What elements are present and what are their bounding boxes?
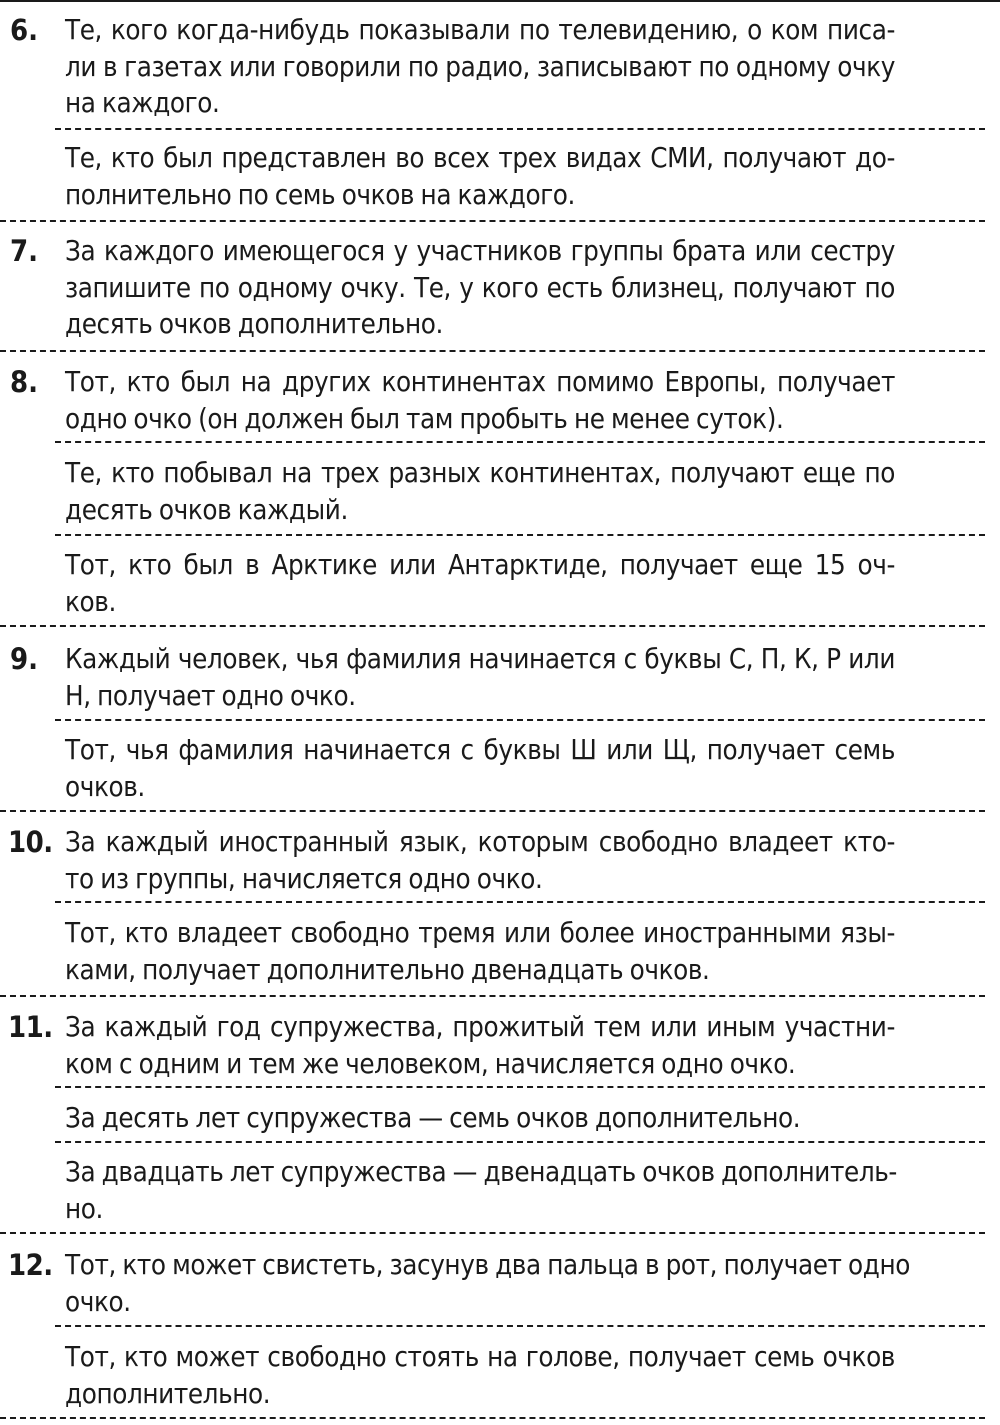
text-line: Тот, кто был в Арктике или Антарктиде, получает еще 15 оч- [65,549,895,581]
paragraph [65,12,895,122]
text-line: десять очков дополнительно. [65,308,443,340]
dashed-divider [55,128,985,130]
text-line: Тот, кто может свистеть, засунув два пальца в рот, получает одно [65,1249,910,1281]
text-line: запишите по одному очку. Те, у кого есть близнец, получают по [65,271,895,304]
dashed-divider [55,719,985,721]
text-line: Н, получает одно очко. [65,679,356,712]
text-line: полнительно по семь очков на каждого. [65,178,575,211]
paragraph [65,140,895,213]
dashed-divider [55,901,985,903]
paragraph [65,364,895,437]
item-number: 10. [8,825,53,859]
text-line: Те, кто побывал на трех разных континентах, получают еще по [65,457,895,489]
paragraph [65,1009,895,1082]
dashed-divider [55,1325,985,1327]
paragraph [65,641,895,714]
item-number: 6. [10,13,39,47]
paragraph [65,1339,895,1412]
text-line: За каждый год супружества, прожитый тем или иным участни- [65,1011,895,1043]
dashed-divider [55,534,985,536]
dashed-divider [0,350,985,352]
dashed-divider [0,1417,985,1419]
text-line: Те, кто был представлен во всех трех видах СМИ, получают до- [65,142,895,174]
dashed-divider [0,995,985,997]
text-line: Тот, чья фамилия начинается с буквы Ш или Щ, получает семь [65,734,895,766]
item-number: 12. [8,1248,53,1282]
dashed-divider [55,441,985,443]
text-line: ками, получает дополнительно двенадцать очков. [65,953,710,986]
paragraph [65,547,895,620]
paragraph [65,233,895,343]
text-line: ли в газетах или говорили по радио, записывают по одному очку [65,50,895,83]
item-number: 8. [10,365,39,399]
dashed-divider [55,1086,985,1088]
text-line: ков. [65,585,116,618]
paragraph [65,732,895,805]
paragraph [65,915,895,988]
text-line: За каждый иностранный язык, которым свободно владеет кто- [65,826,895,858]
text-line: Тот, кто может свободно стоять на голове, получает семь очков [65,1341,895,1373]
text-line: ком с одним и тем же человеком, начисляется одно очко. [65,1047,796,1080]
paragraph [65,455,895,528]
text-line: Тот, кто был на других континентах помимо Европы, получает [65,366,895,398]
item-number: 11. [8,1010,53,1044]
dashed-divider [0,810,985,812]
text-line: Каждый человек, чья фамилия начинается с буквы С, П, К, Р или [65,643,895,675]
paragraph [65,1247,910,1320]
text-line: За каждого имеющегося у участников группы брата или сестру [65,235,895,267]
text-line: одно очко (он должен был там пробыть не менее суток). [65,402,784,435]
text-line: то из группы, начисляется одно очко. [65,862,543,895]
dashed-divider [0,220,985,222]
text-line: Те, кого когда-нибудь показывали по телевидению, о ком писа- [65,14,895,46]
dashed-divider [0,625,985,627]
paragraph [65,1154,895,1227]
paragraph [65,1100,895,1137]
text-line: но. [65,1192,103,1225]
text-line: очко. [65,1285,131,1318]
text-line: За десять лет супружества — семь очков дополнительно. [65,1102,801,1134]
item-number: 9. [10,642,39,676]
text-line: на каждого. [65,87,220,119]
text-line: очков. [65,770,145,803]
top-rule [0,0,1000,2]
text-line: Тот, кто владеет свободно тремя или более иностранными язы- [65,917,895,949]
dashed-divider [0,1232,985,1234]
text-line: За двадцать лет супружества — двенадцать очков дополнитель- [65,1156,897,1188]
dashed-divider [55,1141,985,1143]
text-line: десять очков каждый. [65,493,348,526]
paragraph [65,824,895,897]
text-line: дополнительно. [65,1377,271,1410]
item-number: 7. [10,234,39,268]
